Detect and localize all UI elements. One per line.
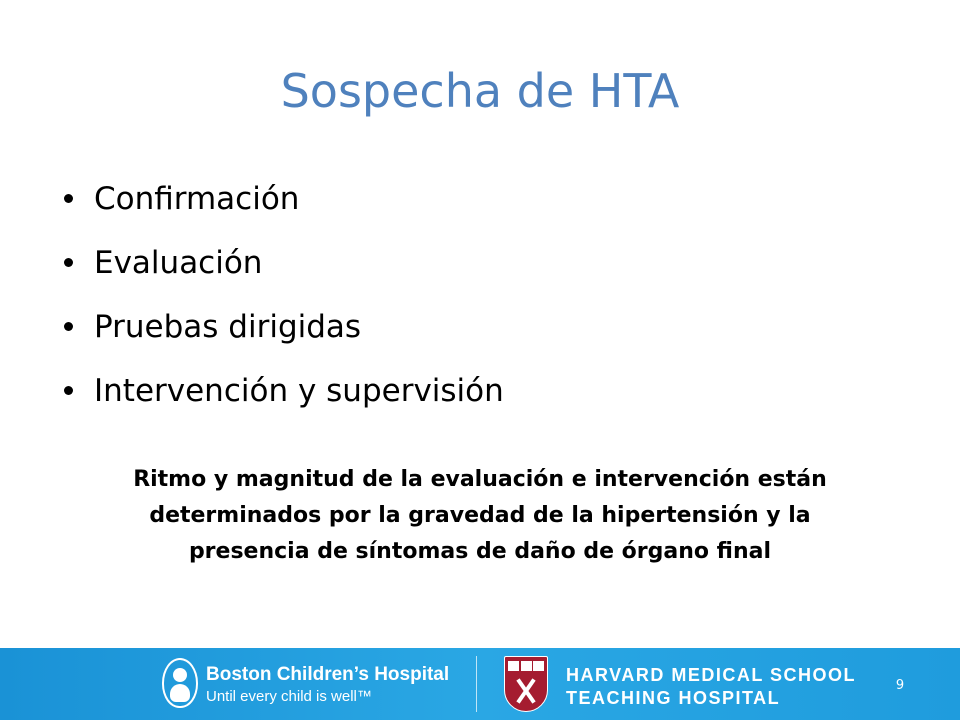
harvard-shield-icon <box>504 656 548 712</box>
bullet-item <box>60 234 504 298</box>
bullet-list <box>60 170 504 426</box>
hospital-logo-icon <box>162 658 198 708</box>
bullet-text: Intervención y supervisión <box>94 373 504 409</box>
bullet-text: Evaluación <box>94 245 263 281</box>
bullet-text: Pruebas dirigidas <box>94 309 362 345</box>
bullet-dot-icon <box>64 322 73 331</box>
hospital-name: Boston Children’s Hospital <box>206 664 450 685</box>
slide-title: Sospecha de HTA <box>280 64 680 118</box>
hospital-tagline: Until every child is well™ <box>206 688 372 705</box>
bullet-item <box>60 298 504 362</box>
bullet-dot-icon <box>64 258 73 267</box>
bullet-text: Confirmación <box>94 181 300 217</box>
footer-divider <box>476 656 477 712</box>
page-number: 9 <box>895 678 905 693</box>
school-name: HARVARD MEDICAL SCHOOL <box>566 665 857 685</box>
bullet-item <box>60 170 504 234</box>
school-subtitle: TEACHING HOSPITAL <box>566 688 781 708</box>
bullet-dot-icon <box>64 386 73 395</box>
bullet-item <box>60 362 504 426</box>
footer-banner <box>0 648 960 720</box>
bullet-dot-icon <box>64 194 73 203</box>
summary-note: Ritmo y magnitud de la evaluación e intervención están determinados por la gravedad de la hipertensión y la presencia de síntomas de daño de órgano final <box>133 467 827 564</box>
